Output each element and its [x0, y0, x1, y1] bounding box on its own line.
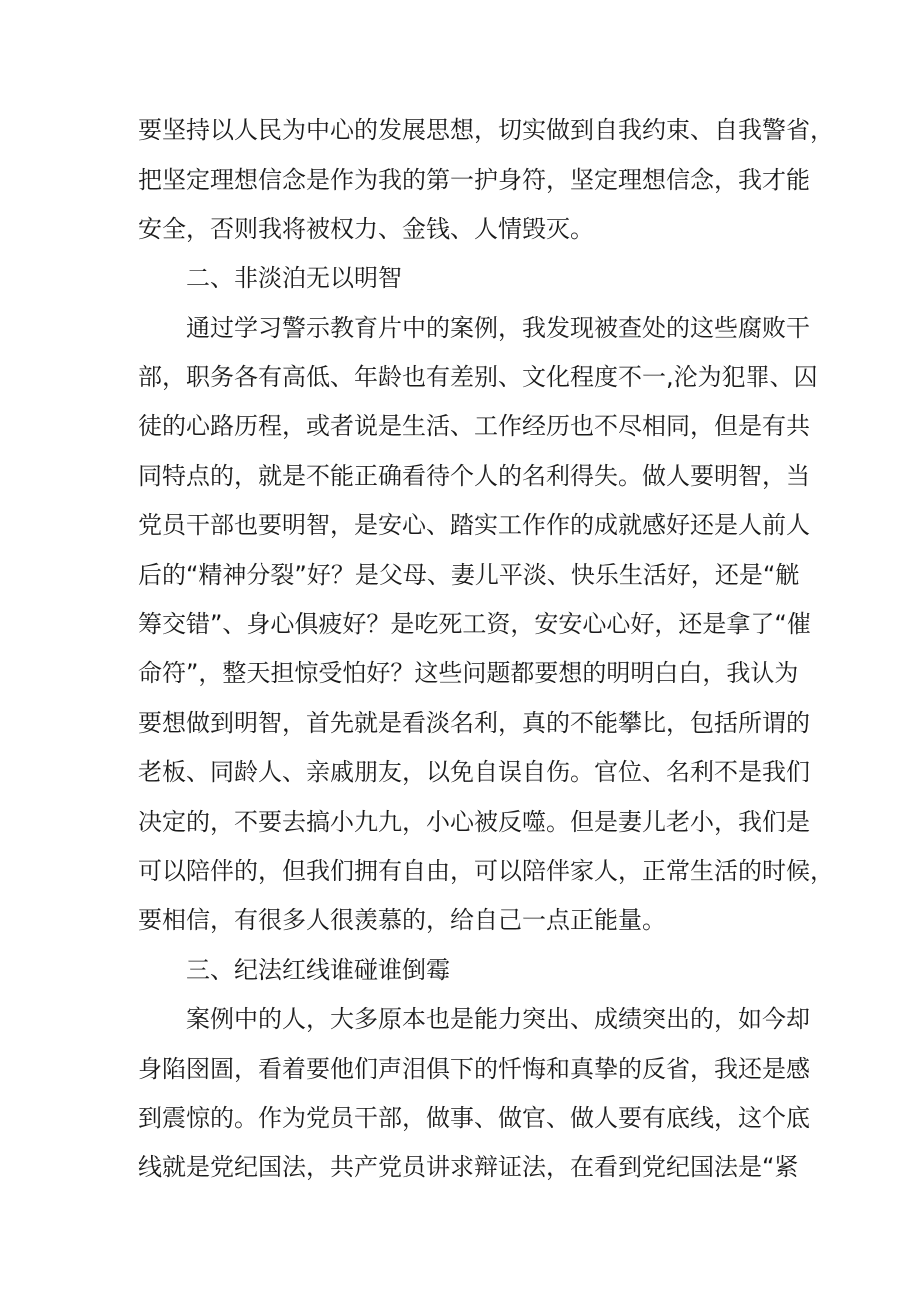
body-text-line: 把坚定理想信念是作为我的第一护身符，坚定理想信念，我才能 [138, 166, 810, 194]
body-text-line: 要坚持以人民为中心的发展思想，切实做到自我约束、自我警省， [138, 116, 834, 144]
body-text-line: 可以陪伴的，但我们拥有自由，可以陪伴家人，正常生活的时候， [138, 857, 834, 885]
body-text-line: 决定的，不要去搞小九九，小心被反噬。但是妻儿老小，我们是 [138, 808, 810, 836]
body-text-line: 要相信，有很多人很羡慕的，给自己一点正能量。 [138, 906, 666, 934]
body-text-line: 后的“精神分裂”好？是父母、妻儿平淡、快乐生活好，还是“觥 [138, 561, 800, 589]
body-text-line: 案例中的人，大多原本也是能力突出、成绩突出的，如今却 [186, 1005, 810, 1033]
body-text-line: 要想做到明智，首先就是看淡名利，真的不能攀比，包括所谓的 [138, 709, 810, 737]
body-text-line: 徒的心路历程，或者说是生活、工作经历也不尽相同，但是有共 [138, 412, 810, 440]
body-text-line: 通过学习警示教育片中的案例，我发现被查处的这些腐败干 [186, 314, 810, 342]
section-heading-3: 三、纪法红线谁碰谁倒霉 [186, 956, 450, 984]
body-text-line: 部，职务各有高低、年龄也有差别、文化程度不一,沦为犯罪、囚 [138, 363, 818, 391]
body-text-line: 老板、同龄人、亲戚朋友，以免自误自伤。官位、名利不是我们 [138, 758, 810, 786]
body-text-line: 党员干部也要明智，是安心、踏实工作作的成就感好还是人前人 [138, 511, 810, 539]
body-text-line: 线就是党纪国法，共产党员讲求辩证法，在看到党纪国法是“紧 [138, 1153, 799, 1181]
body-text-line: 同特点的，就是不能正确看待个人的名利得失。做人要明智，当 [138, 462, 810, 490]
section-heading-2: 二、非淡泊无以明智 [186, 264, 402, 292]
body-text-line: 身陷囹圄，看着要他们声泪俱下的忏悔和真挚的反省，我还是感 [138, 1055, 810, 1083]
body-text-line: 筹交错”、身心俱疲好？是吃死工资，安安心心好，还是拿了“催 [138, 610, 811, 638]
body-text-line: 命符”，整天担惊受怕好？这些问题都要想的明明白白，我认为 [138, 659, 799, 687]
body-text-line: 到震惊的。作为党员干部，做事、做官、做人要有底线，这个底 [138, 1104, 810, 1132]
body-text-line: 安全，否则我将被权力、金钱、人情毁灭。 [138, 215, 594, 243]
